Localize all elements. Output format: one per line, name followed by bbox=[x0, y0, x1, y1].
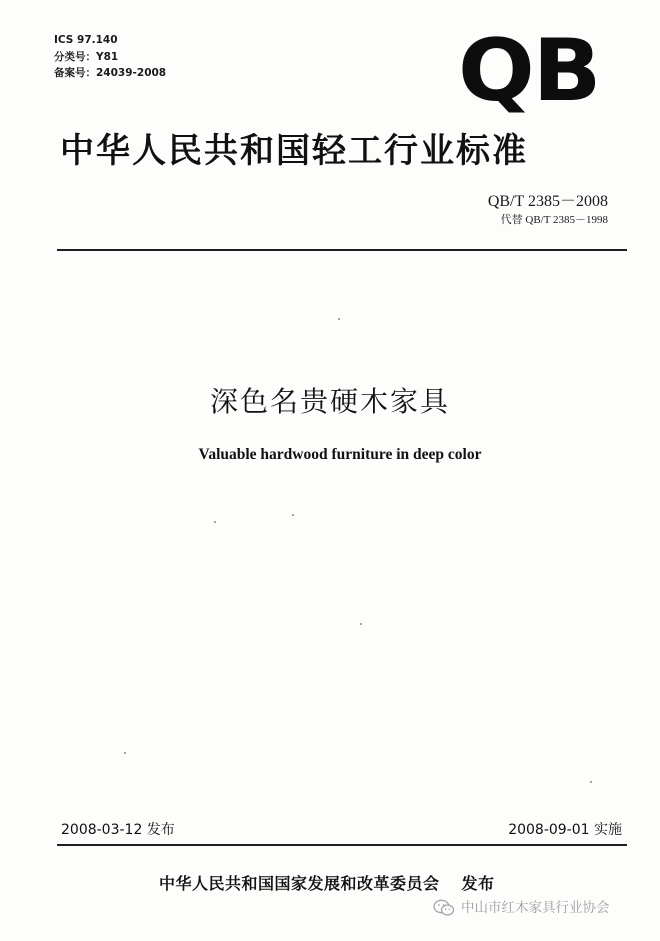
scan-speck bbox=[292, 514, 294, 516]
standard-number-block bbox=[488, 192, 608, 228]
scan-speck bbox=[360, 623, 362, 625]
standard-title: 中华人民共和国轻工行业标准 bbox=[60, 131, 528, 171]
scan-speck bbox=[124, 752, 126, 754]
issue-date: 2008-03-12 发布 bbox=[61, 822, 175, 838]
wechat-watermark bbox=[433, 898, 610, 918]
scan-speck bbox=[590, 781, 592, 783]
document-title-english: Valuable hardwood furniture in deep color bbox=[198, 446, 482, 463]
qb-logo: QB bbox=[458, 21, 600, 121]
ics-code: ICS 97.140 bbox=[54, 34, 118, 46]
footer-divider bbox=[57, 844, 627, 846]
implementation-date: 2008-09-01 实施 bbox=[508, 822, 622, 838]
classification-block bbox=[54, 32, 166, 82]
issuer-verb: 发布 bbox=[461, 874, 495, 893]
issuer-name: 中华人民共和国国家发展和改革委员会 bbox=[159, 874, 440, 893]
standard-number: QB/T 2385－2008 bbox=[487, 193, 608, 210]
watermark-text: 中山市红木家具行业协会 bbox=[461, 900, 610, 916]
category-code: 分类号：Y81 bbox=[54, 50, 119, 63]
scan-speck bbox=[338, 318, 340, 320]
header-divider bbox=[57, 249, 627, 251]
document-title-chinese: 深色名贵硬木家具 bbox=[209, 385, 450, 418]
scan-speck bbox=[214, 521, 216, 523]
filing-number: 备案号：24039-2008 bbox=[54, 67, 167, 79]
wechat-icon bbox=[433, 899, 455, 917]
issuing-authority bbox=[159, 873, 495, 895]
replaces-standard: 代替 QB/T 2385－1998 bbox=[500, 214, 608, 226]
